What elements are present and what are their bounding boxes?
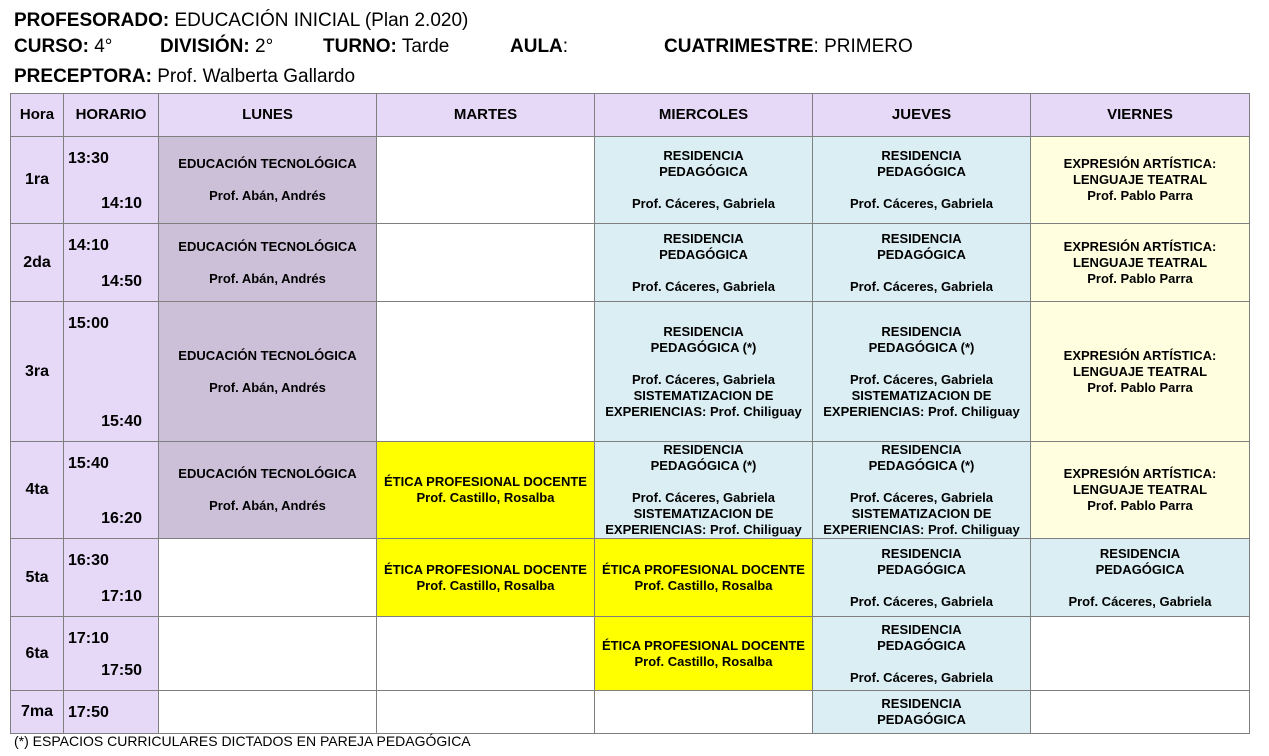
hora-cell: 1ra bbox=[11, 137, 64, 224]
class-cell-viernes bbox=[1031, 691, 1250, 734]
class-line: Prof. Cáceres, Gabriela bbox=[849, 490, 994, 505]
column-header-jueves: JUEVES bbox=[813, 94, 1031, 137]
class-line: RESIDENCIA bbox=[881, 545, 962, 561]
aula-label: AULA bbox=[510, 36, 563, 57]
class-line: EXPRESIÓN ARTÍSTICA: bbox=[1063, 466, 1217, 481]
end-time: 17:10 bbox=[101, 587, 142, 605]
turno-label: TURNO: bbox=[323, 36, 397, 57]
class-line: RESIDENCIA bbox=[881, 148, 962, 163]
class-cell-jueves bbox=[813, 302, 1031, 442]
class-line: EDUCACIÓN TECNOLÓGICA bbox=[178, 156, 357, 171]
class-line: Prof. Abán, Andrés bbox=[209, 498, 326, 513]
table-row bbox=[11, 691, 1250, 734]
start-time: 15:40 bbox=[68, 455, 109, 472]
class-cell-viernes bbox=[1031, 137, 1250, 224]
class-line: Prof. Cáceres, Gabriela bbox=[631, 278, 776, 294]
class-line: Prof. Pablo Parra bbox=[1087, 270, 1193, 286]
class-cell-martes bbox=[377, 137, 595, 224]
blank-line bbox=[1031, 578, 1249, 594]
aula-value: : bbox=[562, 36, 569, 57]
class-line: Prof. Cáceres, Gabriela bbox=[849, 371, 994, 387]
class-line: RESIDENCIA bbox=[881, 442, 962, 457]
class-line: RESIDENCIA bbox=[663, 148, 744, 163]
class-line: RESIDENCIA bbox=[881, 621, 962, 637]
end-time: 14:50 bbox=[101, 272, 142, 290]
start-time: 15:00 bbox=[68, 315, 109, 332]
profesorado-label: PROFESORADO: bbox=[14, 10, 170, 31]
start-time: 14:10 bbox=[68, 237, 109, 254]
blank-line bbox=[813, 263, 1030, 279]
class-line: LENGUAJE TEATRAL bbox=[1072, 172, 1208, 187]
start-time: 17:50 bbox=[68, 704, 109, 721]
class-line: EXPERIENCIAS: Prof. Chiliguay bbox=[605, 522, 802, 537]
table-row bbox=[11, 539, 1250, 617]
class-line: SISTEMATIZACION DE bbox=[851, 387, 992, 403]
class-line: Prof. Pablo Parra bbox=[1087, 379, 1193, 395]
horario-cell bbox=[64, 302, 159, 442]
blank-line bbox=[159, 172, 376, 188]
class-line: Prof. Castillo, Rosalba bbox=[416, 490, 555, 505]
class-line: EXPRESIÓN ARTÍSTICA: bbox=[1063, 347, 1217, 363]
class-line: Prof. Cáceres, Gabriela bbox=[631, 196, 776, 211]
class-line: Prof. Cáceres, Gabriela bbox=[849, 669, 994, 685]
class-cell-miercoles bbox=[595, 691, 813, 734]
hora-cell: 4ta bbox=[11, 442, 64, 539]
class-cell-jueves bbox=[813, 137, 1031, 224]
blank-line bbox=[159, 255, 376, 271]
class-line: PEDAGÓGICA bbox=[877, 712, 966, 727]
class-line: EXPRESIÓN ARTÍSTICA: bbox=[1063, 156, 1217, 171]
end-time: 15:40 bbox=[101, 412, 142, 430]
class-line: ÉTICA PROFESIONAL DOCENTE bbox=[384, 561, 587, 577]
blank-line bbox=[813, 654, 1030, 670]
blank-line bbox=[813, 180, 1030, 196]
class-line: PEDAGÓGICA bbox=[1095, 561, 1185, 577]
header-preceptora bbox=[14, 66, 355, 88]
column-header-miercoles: MIERCOLES bbox=[595, 94, 813, 137]
class-cell-jueves bbox=[813, 442, 1031, 539]
class-cell-lunes bbox=[159, 617, 377, 691]
blank-line bbox=[595, 263, 812, 279]
cuatrimestre-value: : PRIMERO bbox=[813, 36, 913, 57]
class-cell-miercoles bbox=[595, 442, 813, 539]
horario-cell bbox=[64, 224, 159, 302]
table-row bbox=[11, 617, 1250, 691]
class-line: PEDAGÓGICA bbox=[877, 246, 966, 262]
class-line: LENGUAJE TEATRAL bbox=[1072, 254, 1208, 270]
horario-cell bbox=[64, 617, 159, 691]
class-line: Prof. Cáceres, Gabriela bbox=[631, 371, 776, 387]
class-cell-jueves bbox=[813, 539, 1031, 617]
start-time: 16:30 bbox=[68, 552, 109, 569]
class-line: Prof. Castillo, Rosalba bbox=[634, 653, 773, 669]
curso-label: CURSO: bbox=[14, 36, 89, 57]
class-line: LENGUAJE TEATRAL bbox=[1072, 482, 1208, 497]
hora-cell: 6ta bbox=[11, 617, 64, 691]
class-line: EXPERIENCIAS: Prof. Chiliguay bbox=[823, 522, 1020, 537]
hora-cell: 3ra bbox=[11, 302, 64, 442]
class-line: RESIDENCIA bbox=[881, 230, 962, 246]
class-cell-martes bbox=[377, 539, 595, 617]
blank-line bbox=[813, 474, 1030, 490]
class-line: ÉTICA PROFESIONAL DOCENTE bbox=[384, 474, 587, 489]
class-line: ÉTICA PROFESIONAL DOCENTE bbox=[602, 637, 805, 653]
blank-line bbox=[595, 356, 812, 372]
class-cell-viernes bbox=[1031, 442, 1250, 539]
class-line: Prof. Castillo, Rosalba bbox=[634, 577, 773, 593]
class-line: RESIDENCIA bbox=[881, 323, 962, 339]
class-cell-miercoles bbox=[595, 539, 813, 617]
start-time: 17:10 bbox=[68, 630, 109, 647]
class-line: EXPERIENCIAS: Prof. Chiliguay bbox=[823, 403, 1020, 419]
hora-cell: 7ma bbox=[11, 691, 64, 734]
class-line: PEDAGÓGICA bbox=[659, 246, 748, 262]
class-line: SISTEMATIZACION DE bbox=[633, 387, 774, 403]
column-header-martes: MARTES bbox=[377, 94, 595, 137]
class-line: RESIDENCIA bbox=[663, 442, 744, 457]
division-value: 2° bbox=[255, 36, 274, 57]
class-cell-martes bbox=[377, 691, 595, 734]
class-cell-martes bbox=[377, 302, 595, 442]
class-cell-lunes bbox=[159, 137, 377, 224]
class-cell-martes bbox=[377, 442, 595, 539]
profesorado-value: EDUCACIÓN INICIAL (Plan 2.020) bbox=[174, 10, 469, 31]
class-cell-lunes bbox=[159, 691, 377, 734]
column-header-viernes: VIERNES bbox=[1031, 94, 1250, 137]
class-cell-miercoles bbox=[595, 302, 813, 442]
class-cell-viernes bbox=[1031, 539, 1250, 617]
cuatrimestre-label: CUATRIMESTRE bbox=[664, 36, 814, 57]
class-line: Prof. Abán, Andrés bbox=[209, 270, 326, 286]
blank-line bbox=[159, 364, 376, 380]
class-cell-lunes bbox=[159, 224, 377, 302]
table-row bbox=[11, 442, 1250, 539]
hora-cell: 5ta bbox=[11, 539, 64, 617]
curso-value: 4° bbox=[94, 36, 113, 57]
class-cell-lunes bbox=[159, 302, 377, 442]
class-line: PEDAGÓGICA bbox=[877, 561, 966, 577]
class-line: Prof. Abán, Andrés bbox=[209, 188, 326, 203]
class-cell-miercoles bbox=[595, 137, 813, 224]
class-line: PEDAGÓGICA (*) bbox=[868, 339, 975, 355]
blank-line bbox=[159, 482, 376, 498]
class-line: RESIDENCIA bbox=[881, 696, 962, 711]
header-row bbox=[11, 94, 1250, 137]
class-line: Prof. Cáceres, Gabriela bbox=[1068, 593, 1212, 609]
class-line: Prof. Cáceres, Gabriela bbox=[849, 278, 994, 294]
class-cell-jueves bbox=[813, 224, 1031, 302]
class-line: ÉTICA PROFESIONAL DOCENTE bbox=[602, 561, 805, 577]
header-profesorado bbox=[14, 10, 468, 32]
horario-cell bbox=[64, 691, 159, 734]
schedule-table bbox=[10, 93, 1250, 734]
blank-line bbox=[595, 180, 812, 196]
class-line: SISTEMATIZACION DE bbox=[633, 506, 774, 521]
header-curso-line bbox=[14, 36, 1014, 60]
class-line: EXPERIENCIAS: Prof. Chiliguay bbox=[605, 403, 802, 419]
horario-cell bbox=[64, 137, 159, 224]
class-line: PEDAGÓGICA (*) bbox=[650, 339, 757, 355]
blank-line bbox=[813, 356, 1030, 372]
blank-line bbox=[813, 578, 1030, 594]
class-cell-jueves bbox=[813, 617, 1031, 691]
class-line: PEDAGÓGICA (*) bbox=[868, 458, 975, 473]
class-line: Prof. Cáceres, Gabriela bbox=[849, 593, 994, 609]
end-time: 16:20 bbox=[101, 509, 142, 527]
end-time: 17:50 bbox=[101, 661, 142, 679]
hora-cell: 2da bbox=[11, 224, 64, 302]
class-line: RESIDENCIA bbox=[663, 230, 744, 246]
table-row bbox=[11, 137, 1250, 224]
table-row bbox=[11, 302, 1250, 442]
class-line: RESIDENCIA bbox=[1099, 545, 1181, 561]
preceptora-value: Prof. Walberta Gallardo bbox=[157, 66, 356, 87]
blank-line bbox=[595, 474, 812, 490]
class-cell-miercoles bbox=[595, 224, 813, 302]
class-cell-miercoles bbox=[595, 617, 813, 691]
table-row bbox=[11, 224, 1250, 302]
class-line: Prof. Pablo Parra bbox=[1087, 188, 1193, 203]
class-cell-viernes bbox=[1031, 302, 1250, 442]
horario-cell bbox=[64, 539, 159, 617]
preceptora-label: PRECEPTORA: bbox=[14, 66, 152, 87]
footnote: (*) ESPACIOS CURRICULARES DICTADOS EN PAREJA PEDAGÓGICA bbox=[14, 733, 471, 749]
division-label: DIVISIÓN: bbox=[160, 36, 250, 57]
class-line: EDUCACIÓN TECNOLÓGICA bbox=[178, 347, 357, 363]
class-cell-lunes bbox=[159, 539, 377, 617]
class-line: RESIDENCIA bbox=[663, 323, 744, 339]
class-line: PEDAGÓGICA (*) bbox=[650, 458, 757, 473]
class-line: Prof. Cáceres, Gabriela bbox=[849, 196, 994, 211]
class-line: PEDAGÓGICA bbox=[877, 637, 966, 653]
class-cell-martes bbox=[377, 617, 595, 691]
class-cell-jueves bbox=[813, 691, 1031, 734]
class-line: PEDAGÓGICA bbox=[877, 164, 966, 179]
class-cell-viernes bbox=[1031, 617, 1250, 691]
class-line: LENGUAJE TEATRAL bbox=[1072, 363, 1208, 379]
class-line: PEDAGÓGICA bbox=[659, 164, 748, 179]
horario-cell bbox=[64, 442, 159, 539]
column-header-lunes: LUNES bbox=[159, 94, 377, 137]
turno-value: Tarde bbox=[401, 36, 450, 57]
class-line: EDUCACIÓN TECNOLÓGICA bbox=[178, 466, 357, 481]
class-cell-martes bbox=[377, 224, 595, 302]
class-line: EXPRESIÓN ARTÍSTICA: bbox=[1063, 238, 1217, 254]
class-cell-lunes bbox=[159, 442, 377, 539]
class-cell-viernes bbox=[1031, 224, 1250, 302]
end-time: 14:10 bbox=[101, 194, 142, 212]
class-line: SISTEMATIZACION DE bbox=[851, 506, 992, 521]
start-time: 13:30 bbox=[68, 150, 109, 167]
class-line: Prof. Abán, Andrés bbox=[209, 379, 326, 395]
class-line: EDUCACIÓN TECNOLÓGICA bbox=[178, 238, 357, 254]
class-line: Prof. Castillo, Rosalba bbox=[416, 577, 555, 593]
column-header-hora: Hora bbox=[11, 94, 64, 137]
class-line: Prof. Cáceres, Gabriela bbox=[631, 490, 776, 505]
column-header-horario: HORARIO bbox=[64, 94, 159, 137]
class-line: Prof. Pablo Parra bbox=[1087, 498, 1193, 513]
